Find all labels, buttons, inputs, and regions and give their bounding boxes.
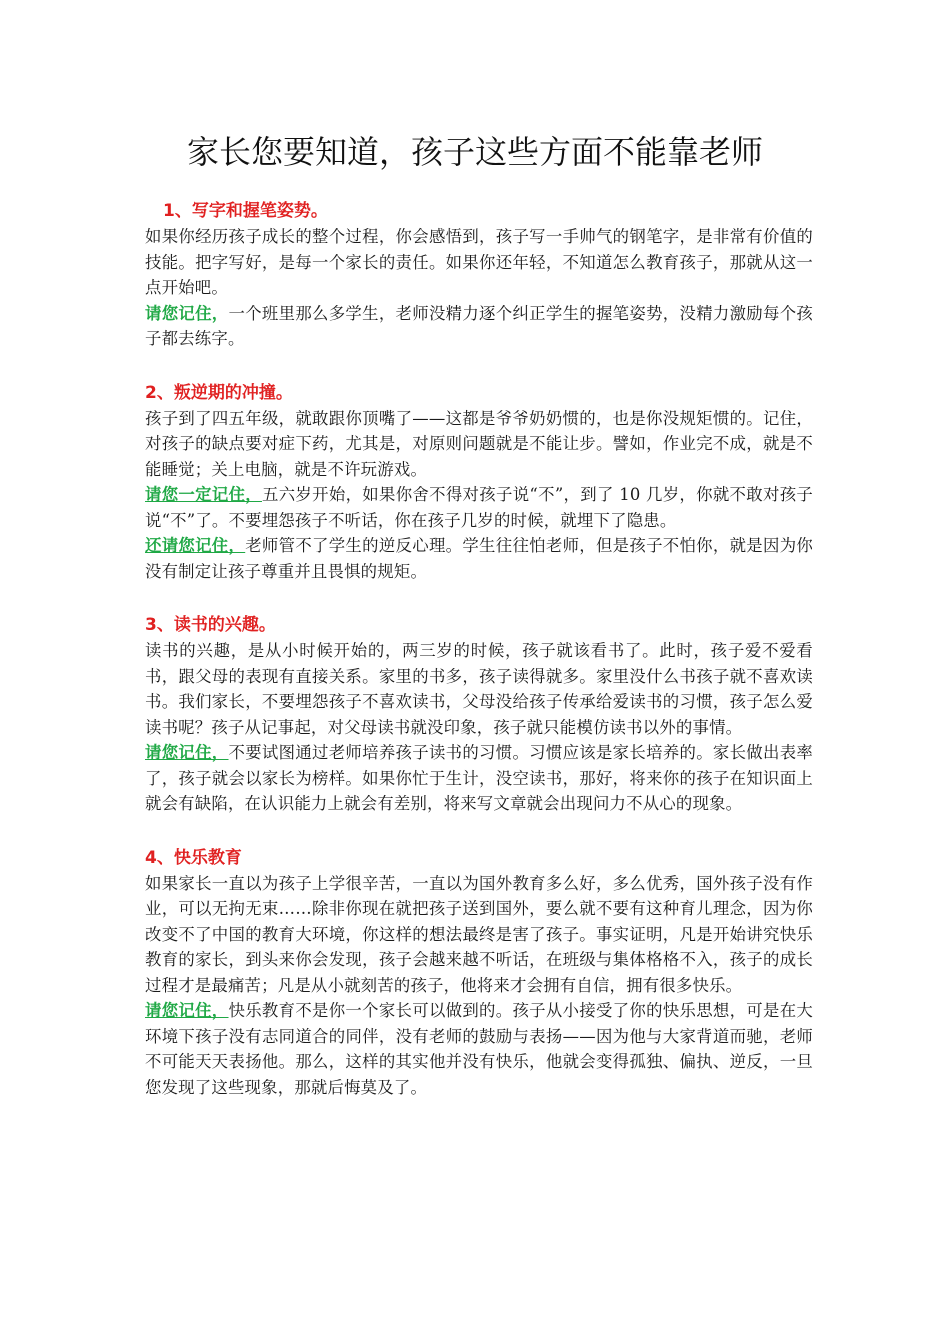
section-paragraph: 孩子到了四五年级，就敢跟你顶嘴了——这都是爷爷奶奶惯的，也是你没规矩惯的。记住，对孩子的缺点要对症下药，尤其是，对原则问题就是不能让步。譬如，作业完不成，就是不能睡觉；关上电脑，就是不许玩游戏。 — [145, 408, 813, 479]
section-1 — [145, 198, 813, 352]
section-paragraph: 如果家长一直以为孩子上学很辛苦，一直以为国外教育多么好，多么优秀，国外孩子没有作业，可以无拘无束……除非你现在就把孩子送到国外，要么就不要有这种育儿理念，因为你改变不了中国的教育大环境，你这样的想法最终是害了孩子。事实证明，凡是开始讲究快乐教育的家长，到头来你会发现，孩子会越来越不听话，在班级与集体格格不入，孩子的成长过程才是最痛苦；凡是从小就刻苦的孩子，他将来才会拥有自信，拥有很多快乐。 — [145, 873, 813, 995]
reminder-label: 请您记住， — [145, 303, 229, 323]
reminder-label: 请您一定记住， — [145, 485, 262, 504]
reminder-paragraph — [145, 482, 813, 533]
reminder-paragraph — [145, 533, 813, 584]
section-2 — [145, 380, 813, 585]
document-title: 家长您要知道，孩子这些方面不能靠老师 — [186, 133, 763, 171]
section-paragraph: 读书的兴趣，是从小时候开始的，两三岁的时候，孩子就该看书了。此时，孩子爱不爱看书，跟父母的表现有直接关系。家里的书多，孩子读得就多。家里没什么书孩子就不喜欢读书。我们家长，不要埋怨孩子不喜欢读书，父母没给孩子传承给爱读书的习惯，孩子怎么爱读书呢？孩子从记事起，对父母读书就没印象，孩子就只能模仿读书以外的事情。 — [145, 641, 813, 737]
section-heading: 3、读书的兴趣。 — [145, 615, 276, 635]
reminder-paragraph — [145, 740, 813, 817]
reminder-paragraph — [145, 301, 813, 352]
section-heading: 2、叛逆期的冲撞。 — [145, 382, 293, 403]
reminder-label: 请您记住， — [145, 743, 229, 762]
document-body — [145, 198, 813, 1128]
reminder-label: 请您记住， — [145, 1001, 229, 1020]
section-heading: 1、写字和握笔姿势。 — [163, 201, 328, 221]
section-3 — [145, 612, 813, 817]
reminder-text: 五六岁开始，如果你舍不得对孩子说“不”，到了 10 几岁，你就不敢对孩子说“不”了。不要埋怨孩子不听话，你在孩子几岁的时候，就埋下了隐患。 — [145, 485, 813, 530]
section-paragraph: 如果你经历孩子成长的整个过程，你会感悟到，孩子写一手帅气的钢笔字，是非常有价值的技能。把字写好，是每一个家长的责任。如果你还年轻，不知道怎么教育孩子，那就从这一点开始吧。 — [145, 227, 813, 297]
reminder-text: 一个班里那么多学生，老师没精力逐个纠正学生的握笔姿势，没精力激励每个孩子都去练字。 — [145, 303, 813, 348]
reminder-label: 还请您记住， — [145, 536, 246, 555]
reminder-text: 不要试图通过老师培养孩子读书的习惯。习惯应该是家长培养的。家长做出表率了，孩子就会以家长为榜样。如果你忙于生计，没空读书，那好，将来你的孩子在知识面上就会有缺陷，在认识能力上就会有差别，将来写文章就会出现问力不从心的现象。 — [145, 743, 813, 813]
section-heading: 4、快乐教育 — [145, 847, 242, 868]
section-4 — [145, 845, 813, 1101]
reminder-paragraph — [145, 998, 813, 1100]
reminder-text: 老师管不了学生的逆反心理。学生往往怕老师，但是孩子不怕你，就是因为你没有制定让孩子尊重并且畏惧的规矩。 — [145, 536, 813, 581]
reminder-text: 快乐教育不是你一个家长可以做到的。孩子从小接受了你的快乐思想，可是在大环境下孩子没有志同道合的同伴，没有老师的鼓励与表扬——因为他与大家背道而驰，老师不可能天天表扬他。那么，这样的其实他并没有快乐，他就会变得孤独、偏执、逆反，一旦您发现了这些现象，那就后悔莫及了。 — [145, 1001, 813, 1097]
